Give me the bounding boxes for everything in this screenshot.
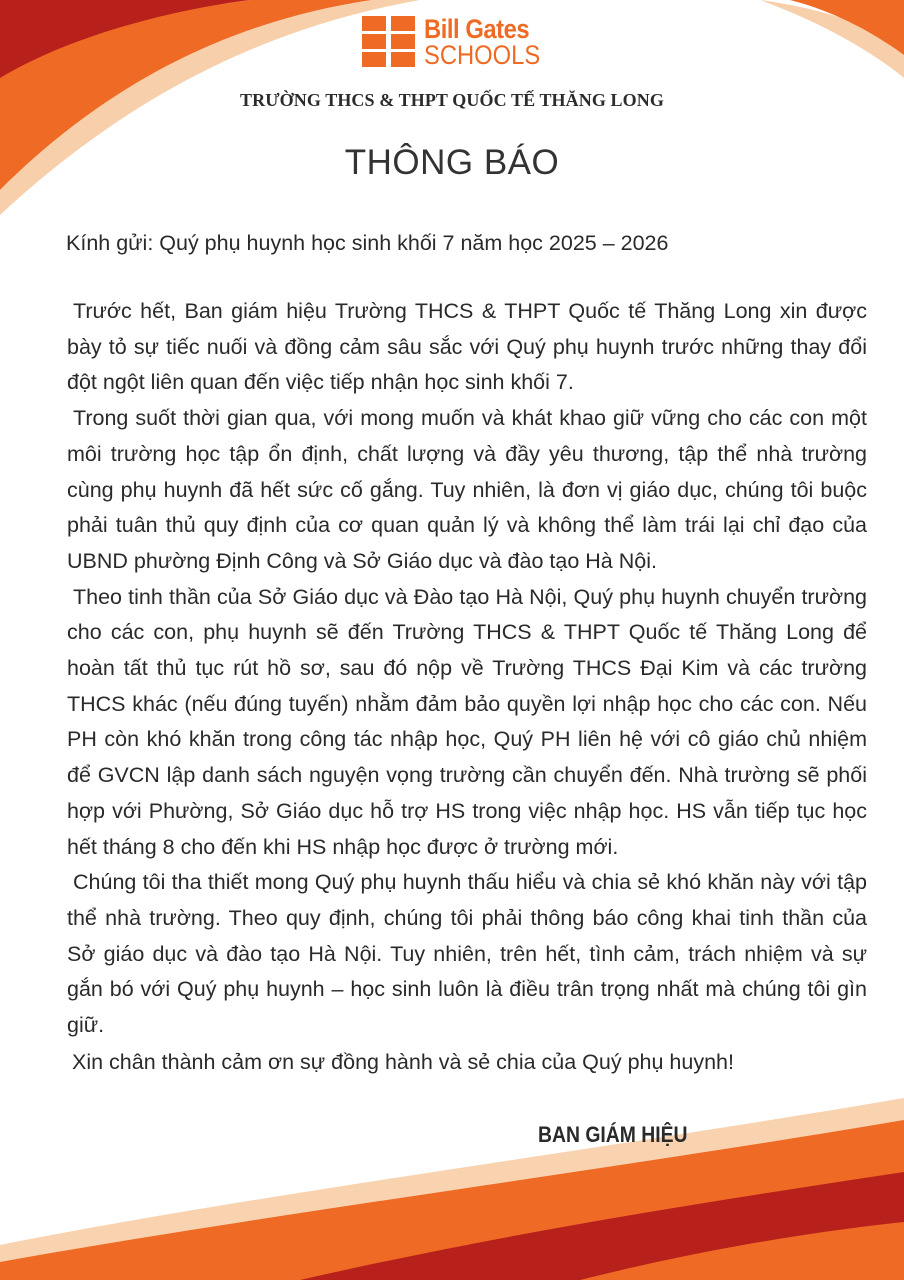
book-icon: [362, 16, 416, 68]
school-name: TRƯỜNG THCS & THPT QUỐC TẾ THĂNG LONG: [240, 90, 664, 110]
letter-body: [67, 294, 867, 1044]
document-title: THÔNG BÁO: [344, 143, 560, 182]
signature-block: BAN GIÁM HIỆU: [538, 1122, 688, 1147]
closing-line: Xin chân thành cảm ơn sự đồng hành và sẻ chia của Quý phụ huynh!: [72, 1050, 734, 1074]
logo-text-schools: SCHOOLS: [424, 40, 541, 70]
logo-text-bill-gates: Bill Gates: [424, 14, 530, 44]
salutation: Kính gửi: Quý phụ huynh học sinh khối 7 năm học 2025 – 2026: [66, 231, 669, 255]
paragraph-1: Trước hết, Ban giám hiệu Trường THCS & THPT Quốc tế Thăng Long xin được bày tỏ sự tiếc nuối và đồng cảm sâu sắc với Quý phụ huynh trước những thay đổi đột ngột liên quan đến việc tiếp nhận học sinh khối 7.: [67, 299, 867, 395]
paragraph-2: Trong suốt thời gian qua, với mong muốn và khát khao giữ vững cho các con một môi trường học tập ổn định, chất lượng và đầy yêu thương, tập thể nhà trường cùng phụ huynh đã hết sức cố gắng. Tuy nhiên, là đơn vị giáo dục, chúng tôi buộc phải tuân thủ quy định của cơ quan quản lý và không thể làm trái lại chỉ đạo của UBND phường Định Công và Sở Giáo dục và đào tạo Hà Nội.: [67, 406, 867, 573]
paragraph-3: Theo tinh thần của Sở Giáo dục và Đào tạo Hà Nội, Quý phụ huynh chuyển trường cho các con, phụ huynh sẽ đến Trường THCS & THPT Quốc tế Thăng Long để hoàn tất thủ tục rút hồ sơ, sau đó nộp về Trường THCS Đại Kim và các trường THCS khác (nếu đúng tuyến) nhằm đảm bảo quyền lợi nhập học cho các con. Nếu PH còn khó khăn trong công tác nhập học, Quý PH liên hệ với cô giáo chủ nhiệm để GVCN lập danh sách nguyện vọng trường cần chuyển đến. Nhà trường sẽ phối hợp với Phường, Sở Giáo dục hỗ trợ HS trong việc nhập học. HS vẫn tiếp tục học hết tháng 8 cho đến khi HS nhập học được ở trường mới.: [67, 584, 867, 859]
paragraph-4: Chúng tôi tha thiết mong Quý phụ huynh thấu hiểu và chia sẻ khó khăn này với tập thể nhà trường. Theo quy định, chúng tôi phải thông báo công khai tinh thần của Sở giáo dục và đào tạo Hà Nội. Tuy nhiên, trên hết, tình cảm, trách nhiệm và sự gắn bó với Quý phụ huynh – học sinh luôn là điều trân trọng nhất mà chúng tôi gìn giữ.: [67, 870, 867, 1038]
school-logo: [362, 14, 552, 70]
